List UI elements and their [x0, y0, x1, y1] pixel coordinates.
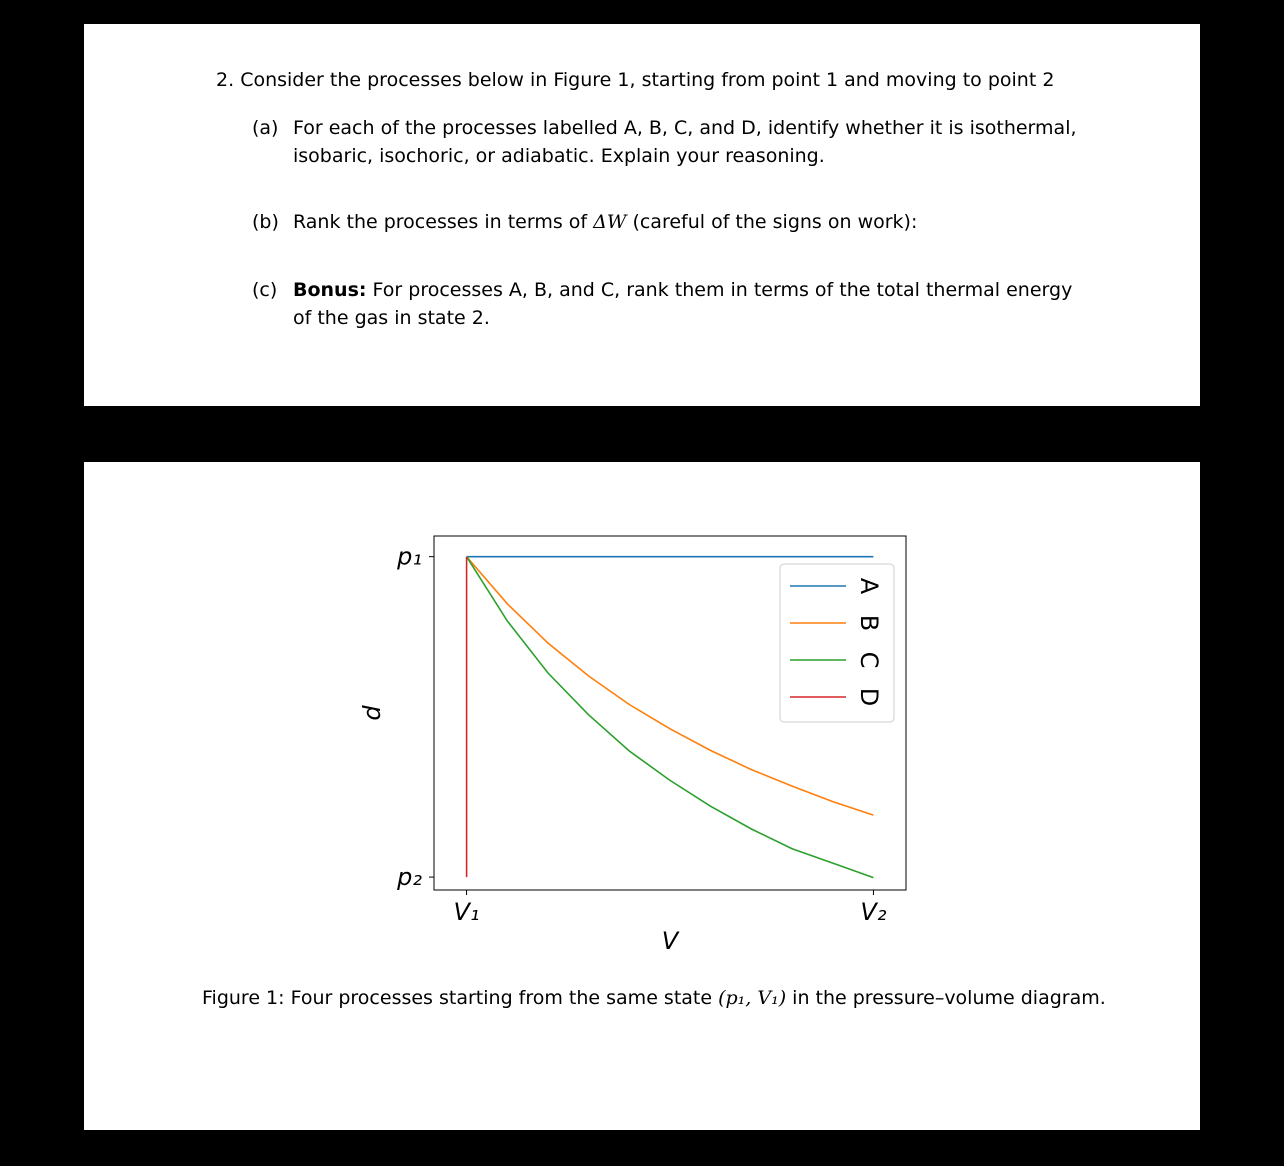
part-a-text: For each of the processes labelled A, B, C, and D, identify whether it is isothermal, isobaric, isochoric, or adiabatic. Explain your reasoning. [293, 117, 1077, 167]
part-c-label: (c) [252, 279, 278, 301]
x-tick-label-2: V₂ [860, 898, 887, 926]
question-panel [84, 24, 1200, 406]
question-2 [216, 68, 1054, 92]
y-tick-label-2: p₂ [397, 863, 422, 892]
legend-label-d: D [855, 687, 883, 707]
part-b-label: (b) [252, 211, 279, 233]
part-a-label: (a) [252, 117, 279, 139]
part-b-text [293, 208, 1092, 236]
part-b-text-after: (careful of the signs on work): [626, 211, 918, 233]
legend-label-c: C [855, 651, 883, 669]
legend-label-b: B [855, 614, 883, 632]
y-axis-label: p [361, 705, 389, 721]
y-tick-label-1: p₁ [397, 542, 422, 571]
x-tick-label-1: V₁ [453, 898, 480, 926]
part-b-text-before: Rank the processes in terms of [293, 211, 594, 233]
caption-prefix: Figure 1: Four processes starting from the same state [202, 987, 719, 1009]
part-c-rest: For processes A, B, and C, rank them in terms of the total thermal energy of the gas in state 2. [293, 279, 1073, 329]
part-b-math: ΔW [593, 211, 627, 233]
figure-caption [202, 986, 1106, 1010]
caption-suffix: in the pressure–volume diagram. [786, 987, 1106, 1009]
legend-label-a: A [855, 577, 883, 595]
part-c-bold: Bonus: [293, 279, 367, 301]
pv-diagram [84, 462, 1200, 1130]
x-axis-label: V [661, 927, 679, 955]
part-c-text [293, 276, 1092, 332]
part-a [252, 114, 1092, 170]
figure-panel [84, 462, 1200, 1130]
question-number: 2. [216, 69, 235, 91]
part-c [252, 276, 1092, 332]
legend [780, 564, 894, 722]
question-text: Consider the processes below in Figure 1, starting from point 1 and moving to point 2 [240, 69, 1055, 91]
caption-math: (p₁, V₁) [718, 987, 787, 1009]
part-b [252, 208, 1092, 236]
